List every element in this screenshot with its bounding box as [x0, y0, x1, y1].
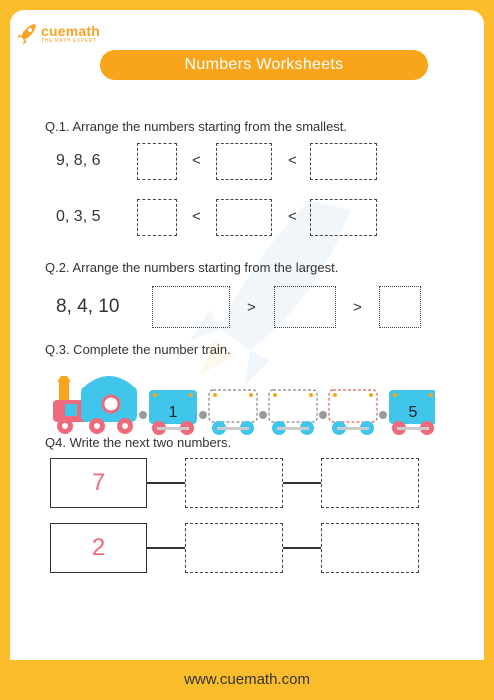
answer-box[interactable]	[216, 143, 272, 180]
greater-than-sign: >	[247, 299, 256, 316]
answer-box[interactable]	[274, 286, 336, 328]
logo-name: cuemath	[41, 22, 100, 39]
train-car-empty[interactable]	[269, 390, 317, 435]
train-car-empty[interactable]	[329, 390, 377, 435]
answer-box[interactable]	[152, 286, 230, 328]
page-title: Numbers Worksheets	[100, 50, 428, 80]
start-number-box: 7	[50, 458, 147, 508]
question-3: Q.3. Complete the number train.	[45, 342, 231, 357]
answer-box[interactable]	[216, 199, 272, 236]
answer-box[interactable]	[137, 143, 177, 180]
answer-box[interactable]	[137, 199, 177, 236]
question-1: Q.1. Arrange the numbers starting from the smallest.	[45, 119, 348, 134]
logo-tagline: THE MATH EXPERT	[41, 37, 97, 44]
connector-line	[147, 482, 185, 484]
answer-box[interactable]	[310, 143, 377, 180]
worksheet-page	[10, 10, 484, 660]
question-2: Q.2. Arrange the numbers starting from the largest.	[45, 260, 339, 275]
answer-box[interactable]	[185, 523, 283, 573]
train-car-number: 1	[168, 404, 178, 421]
q1-row1-numbers: 9, 8, 6	[56, 152, 101, 169]
answer-box[interactable]	[185, 458, 283, 508]
answer-box[interactable]	[379, 286, 421, 328]
less-than-sign: <	[192, 152, 201, 169]
greater-than-sign: >	[353, 299, 362, 316]
less-than-sign: <	[288, 208, 297, 225]
train-car-empty[interactable]	[209, 390, 257, 435]
answer-box[interactable]	[321, 523, 419, 573]
connector-line	[147, 547, 185, 549]
q2-numbers: 8, 4, 10	[56, 296, 120, 317]
footer-url[interactable]: www.cuemath.com	[184, 671, 310, 688]
connector-line	[283, 547, 321, 549]
start-number-box: 2	[50, 523, 147, 573]
cuemath-logo	[16, 22, 100, 46]
answer-box[interactable]	[321, 458, 419, 508]
train-car-1	[149, 390, 197, 435]
q1-row2-numbers: 0, 3, 5	[56, 208, 101, 225]
train-car-number: 5	[408, 404, 418, 421]
rocket-logo-icon	[16, 22, 38, 46]
less-than-sign: <	[192, 208, 201, 225]
question-4: Q4. Write the next two numbers.	[45, 435, 232, 450]
number-train	[45, 360, 435, 440]
answer-box[interactable]	[310, 199, 377, 236]
connector-line	[283, 482, 321, 484]
less-than-sign: <	[288, 152, 297, 169]
train-car-5	[389, 390, 435, 435]
train-engine-icon	[53, 376, 137, 434]
